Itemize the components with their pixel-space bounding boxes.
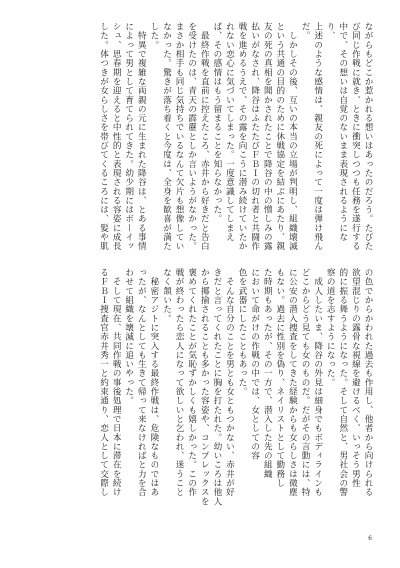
upper-text-block: ながらもどこか惹かれる想いはあったのだろう。たびた び同じ作戦に就き、ときに衝突しつつも任務を遂行する 中で、その想いは自覚のないまま表現されるようになり、 上述のような感情は、親友の死によって一度は弾け飛ん だ。 しかしその後、互いの本当の立場が判明し、組織壊滅 という共通の目的のために休戦協定を結ぶにあたり、親 友の死の真相を聞かされたことで降谷の中の憎しみの露 払いがなされ、降谷はふたたびＦＢＩの切れ者と共闘作 戦を進めるうえで、その露を向こうに潜み続けていたか れない恋心に気づいてしまった。一度意識してしまえ ば、その感情はもう留まることを知らなかった。 最終作戦を直前に控えたころ、赤井から好きだと告白 を受けたのは、青天の霹靂としか言いようがなかった。 まさか相手も同じ気持ちでいるなんて欠片も想像してい なかった。驚きが落ち着くと今度は、全身を歓喜が満た した。 特異で複雑な両親の元に生まれた降谷は、とある事情 によって男として育てられてきた。幼少期にはボーイッ シュ、思春期を迎えると中性的と表現される容姿に成長 した。体つきが女らしさを帯びてくるころには、髪や肌 bbox=[98, 22, 373, 251]
page-number: 6 bbox=[368, 535, 372, 542]
lower-text-block: の色でからかわれた過去も作用し、他者から向けられる 欲望混じりの露骨な視線を避けるべく、いっそう男性 的に振る舞うようになった。そして自然と、男社会の警 察の道を志すようになった。 成人したいま、降谷の外見は細身でもボディラインも どこからどう見ても女のものだ。だがその言動には、特 に公安の潜入捜査をしてきた経験からも女らしさは微塵 もない。過去に性別を偽り、ネイリストとして勤務し た時期もあったが、その一方で、潜入した先の組織 において命がけの作戦の中では、女としての容 色を武器にしたこともあった。 そんな自分のことを男とも女ともつかない、赤井が好 きだと言ってくれたことに胸を打たれた。幼いころは他人 から揶揄されることも多かった容姿や、コンプレックスを 褒めてくれたことが気恥ずかしくも嬉しかった。この作 戦が終わったら恋人になって欲しいと乞われ、迷うこと なく頷いた。 秘密アジトに突入する最終作戦は、危険なものではあ ったが、なんとしても生きて帰って来なければと力を合 わせて組織を壊滅に追いやった。 そして現在、共同作戦の事後処理で日本に滞在を続け るＦＢＩ捜査官赤井秀一と約束通り、恋人として交際し bbox=[98, 268, 373, 506]
